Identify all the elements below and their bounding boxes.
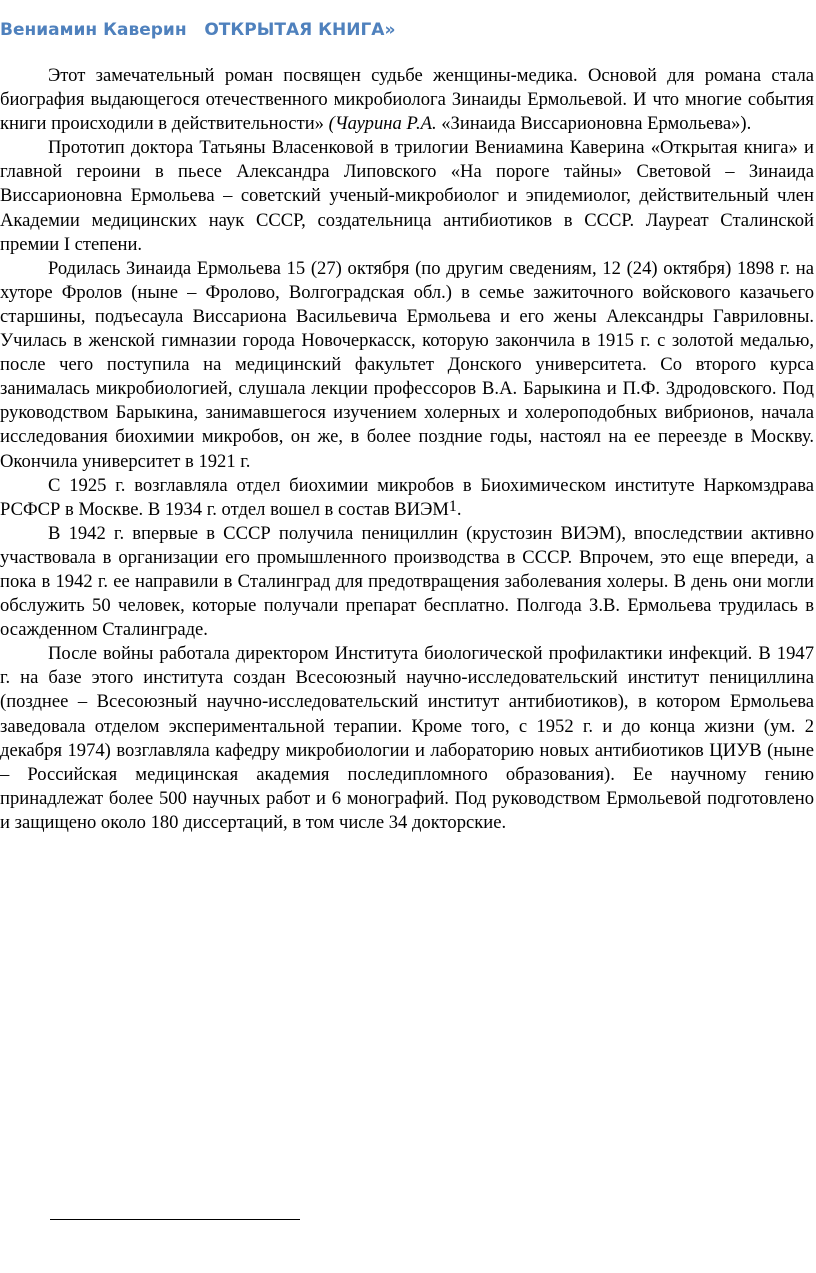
footnote-separator xyxy=(50,1219,300,1220)
citation-author: (Чаурина Р.А. xyxy=(328,113,437,135)
citation-rest: «Зинаида Виссарионовна Ермольева»). xyxy=(436,113,752,135)
paragraph-4-end: . xyxy=(456,498,462,520)
paragraph-4 xyxy=(0,474,814,522)
paragraph-5: В 1942 г. впервые в СССР получила пенициллин (крустозин ВИЭМ), впоследствии активно участвовала в организации его промышленного производства в СССР. Впрочем, это еще впереди, а пока в 1942 г. ее направили в Сталинград для предотвращения заболевания холеры. В день они могли обслужить 50 человек, которые получали препарат бесплатно. Полгода З.В. Ермольева трудилась в осажденном Сталинграде. xyxy=(0,522,814,641)
footnote-reference[interactable]: 1 xyxy=(448,497,457,515)
paragraph-3: Родилась Зинаида Ермольева 15 (27) октября (по другим сведениям, 12 (24) октября) 1898 г. на хуторе Фролов (ныне – Фролово, Волгоградская обл.) в семье зажиточного войскового казачьего старшины, подъесаула Виссариона Васильевича Ермольева и его жены Александры Гавриловны. Училась в женской гимназии города Новочеркасск, которую закончила в 1915 г. с золотой медалью, после чего поступила на медицинский факультет Донского университета. Со второго курса занималась микробиологией, слушала лекции профессоров В.А. Барыкина и П.Ф. Здродовского. Под руководством Барыкина, занимавшегося изучением холерных и холероподобных вибрионов, начала исследования биохимии микробов, он же, в более поздние годы, настоял на ее переезде в Москву. Окончила университет в 1921 г. xyxy=(0,257,814,472)
document-heading xyxy=(0,18,816,42)
heading-title: ОТКРЫТАЯ КНИГА» xyxy=(204,20,396,40)
paragraph-6: После войны работала директором Института биологической профилактики инфекций. В 1947 г. на базе этого института создан Всесоюзный научно-исследовательский институт пенициллина (позднее – Всесоюзный научно-исследовательский институт антибиотиков), в котором Ермольева заведовала отделом экспериментальной терапии. Кроме того, с 1952 г. и до конца жизни (ум. 2 декабря 1974) возглавляла кафедру микробиологии и лабораторию новых антибиотиков ЦИУВ (ныне – Российская медицинская академия последипломного образования). Ее научному гению принадлежат более 500 научных работ и 6 монографий. Под руководством Ермольевой подготовлено и защищено около 180 диссертаций, в том числе 34 докторские. xyxy=(0,643,814,833)
paragraph-1-text: Этот замечательный роман посвящен судьбе женщины-медика. Основой для романа стала биография выдающегося отечественного микробиолога Зинаиды Ермольевой. И что многие события книги происходили в действительности» xyxy=(0,65,814,135)
paragraph-2: Прототип доктора Татьяны Власенковой в трилогии Вениамина Каверина «Открытая книга» и главной героини в пьесе Александра Липовского «На пороге тайны» Световой – Зинаида Виссарионовна Ермольева – советский ученый-микробиолог и эпидемиолог, действительный член Академии медицинских наук СССР, создательница антибиотиков в СССР. Лауреат Сталинской премии I степени. xyxy=(0,137,814,255)
paragraph-1 xyxy=(0,64,814,136)
paragraph-4-text: С 1925 г. возглавляла отдел биохимии микробов в Биохимическом институте Наркомздрава РСФСР в Москве. В 1934 г. отдел вошел в состав ВИЭМ xyxy=(0,474,814,520)
heading-author: Вениамин Каверин xyxy=(0,20,187,40)
document-body xyxy=(0,64,814,835)
